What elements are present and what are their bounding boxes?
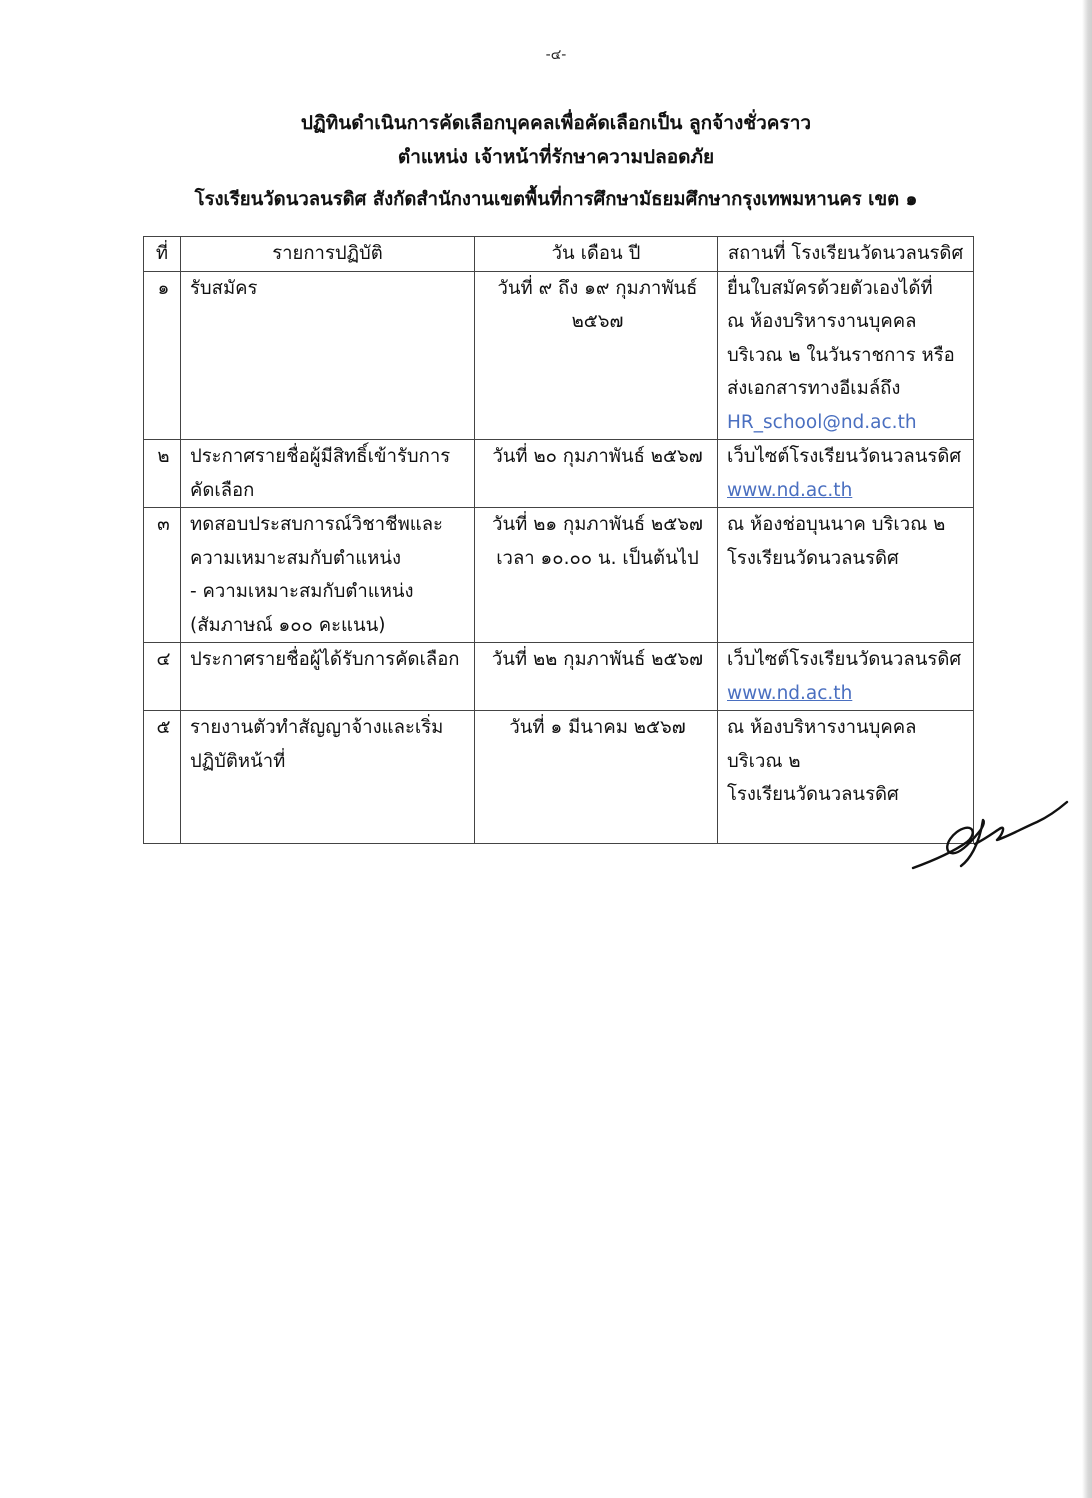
row-place bbox=[718, 643, 974, 711]
date-line: ๒๕๖๗ bbox=[571, 311, 624, 332]
row-number: ๒ bbox=[144, 440, 181, 508]
date-line: วันที่ ๒๒ กุมภาพันธ์ ๒๕๖๗ bbox=[491, 649, 704, 670]
row-date bbox=[475, 271, 718, 440]
table-row bbox=[144, 643, 974, 711]
handwritten-signature bbox=[905, 786, 1075, 876]
website-link[interactable]: www.nd.ac.th bbox=[727, 479, 853, 501]
document-title-line-2: ตำแหน่ง เจ้าหน้าที่รักษาความปลอดภัย bbox=[397, 146, 715, 168]
table-row bbox=[144, 711, 974, 844]
row-activity bbox=[181, 440, 475, 508]
activity-line: รับสมัคร bbox=[190, 277, 258, 299]
row-activity bbox=[181, 711, 475, 844]
date-line: เวลา ๑๐.๐๐ น. เป็นต้นไป bbox=[496, 547, 699, 569]
document-title-line-1: ปฏิทินดำเนินการคัดเลือกบุคคลเพื่อคัดเลือกเป็น ลูกจ้างชั่วคราว bbox=[300, 112, 812, 134]
place-line: เว็บไซต์โรงเรียนวัดนวลนรดิศ bbox=[727, 649, 962, 670]
table-row bbox=[144, 440, 974, 508]
row-number: ๑ bbox=[144, 271, 181, 440]
row-date bbox=[475, 643, 718, 711]
page-edge-shadow bbox=[1082, 0, 1092, 1498]
activity-line: ทดสอบประสบการณ์วิชาชีพและ bbox=[190, 514, 443, 535]
row-date bbox=[475, 440, 718, 508]
row-date bbox=[475, 508, 718, 643]
place-line: โรงเรียนวัดนวลนรดิศ bbox=[727, 784, 899, 805]
row-place bbox=[718, 271, 974, 440]
place-line: บริเวณ ๒ ในวันราชการ หรือ bbox=[727, 344, 955, 366]
header-place: สถานที่ โรงเรียนวัดนวลนรดิศ bbox=[718, 237, 974, 272]
activity-line: ประกาศรายชื่อผู้ได้รับการคัดเลือก bbox=[190, 649, 460, 670]
document-title-line-3: โรงเรียนวัดนวลนรดิศ สังกัดสำนักงานเขตพื้นที่การศึกษามัธยมศึกษากรุงเทพมหานคร เขต ๑ bbox=[194, 189, 918, 210]
activity-line: ความเหมาะสมกับตำแหน่ง bbox=[190, 547, 402, 569]
row-activity bbox=[181, 271, 475, 440]
activity-line: ปฏิบัติหน้าที่ bbox=[190, 750, 286, 772]
activity-line: ประกาศรายชื่อผู้มีสิทธิ์เข้ารับการ bbox=[190, 446, 451, 467]
table-header-row bbox=[144, 237, 974, 272]
row-place bbox=[718, 508, 974, 643]
activity-line: - ความเหมาะสมกับตำแหน่ง bbox=[190, 581, 414, 602]
place-line: โรงเรียนวัดนวลนรดิศ bbox=[727, 547, 899, 569]
table-row bbox=[144, 508, 974, 643]
row-date bbox=[475, 711, 718, 844]
place-line: ณ ห้องบริหารงานบุคคล bbox=[727, 717, 917, 738]
date-line: วันที่ ๒๑ กุมภาพันธ์ ๒๕๖๗ bbox=[492, 514, 703, 535]
place-line: ส่งเอกสารทางอีเมล์ถึง bbox=[727, 378, 901, 399]
place-line: เว็บไซต์โรงเรียนวัดนวลนรดิศ bbox=[727, 446, 962, 467]
row-number: ๕ bbox=[144, 711, 181, 844]
page-number: -๔- bbox=[545, 47, 567, 63]
row-activity bbox=[181, 643, 475, 711]
activity-line: (สัมภาษณ์ ๑๐๐ คะแนน) bbox=[190, 614, 386, 636]
activity-line: คัดเลือก bbox=[190, 479, 255, 501]
date-line: วันที่ ๒๐ กุมภาพันธ์ ๒๕๖๗ bbox=[492, 446, 703, 467]
row-activity bbox=[181, 508, 475, 643]
header-no: ที่ bbox=[144, 237, 181, 272]
schedule-table bbox=[143, 236, 974, 844]
table-row bbox=[144, 271, 974, 440]
place-line: ยื่นใบสมัครด้วยตัวเองได้ที่ bbox=[727, 277, 933, 299]
website-link[interactable]: www.nd.ac.th bbox=[727, 682, 853, 704]
place-line: บริเวณ ๒ bbox=[727, 750, 801, 772]
row-place bbox=[718, 440, 974, 508]
place-line: ณ ห้องช่อบุนนาค บริเวณ ๒ bbox=[727, 514, 946, 535]
header-date: วัน เดือน ปี bbox=[475, 237, 718, 272]
row-number: ๓ bbox=[144, 508, 181, 643]
header-activity: รายการปฏิบัติ bbox=[181, 237, 475, 272]
row-number: ๔ bbox=[144, 643, 181, 711]
email-address-link[interactable]: HR_school@nd.ac.th bbox=[727, 411, 917, 433]
activity-line: รายงานตัวทำสัญญาจ้างและเริ่ม bbox=[190, 717, 444, 738]
date-line: วันที่ ๑ มีนาคม ๒๕๖๗ bbox=[509, 717, 686, 738]
place-line: ณ ห้องบริหารงานบุคคล bbox=[727, 311, 917, 332]
date-line: วันที่ ๙ ถึง ๑๙ กุมภาพันธ์ bbox=[497, 277, 698, 299]
